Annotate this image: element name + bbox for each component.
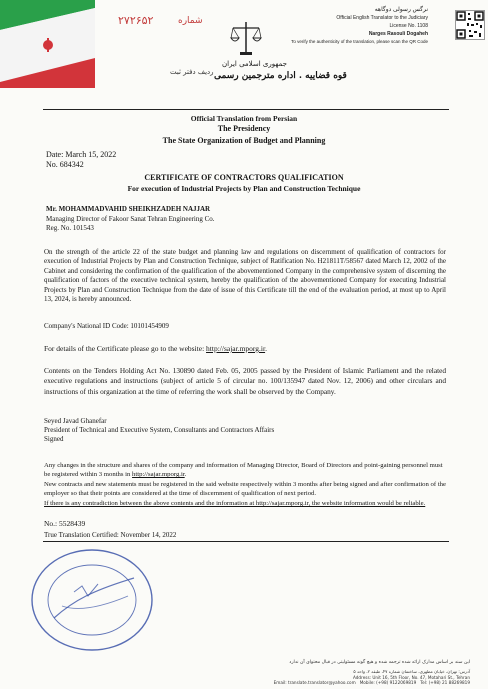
judiciary-subtitle: قوه قضاییه . اداره مترجمین رسمی (214, 71, 347, 81)
signer-name: Seyed Javad Ghanefar (44, 417, 107, 425)
document-number: No. 684342 (46, 160, 84, 169)
signer-title: President of Technical and Executive System, Consultants and Contractors Affairs (44, 426, 275, 434)
translator-name-en: Narges Rasouli Dogaheh (368, 31, 428, 37)
footer-english (148, 669, 470, 686)
body-paragraph: On the strength of the article 22 of the state budget and planning law and regulations on discernment of qualification of contractors for execution of Industrial Projects by Plan and Construction Technique, subject of Ratification No. H21811T/58567 dated March 12, 2002 of the Cabinet and considering the confirmation of the qualification of the abovementioned Company in the comprehensive system of discerning the qualification of factors of the executive technical system, hereby the qualification of the abovementioned Company for executing Industrial Projects by Plan and Construction Technique from the date of issue of this Certificate till the end of the evaluation period, at most up to April 13, 2024, is hereby announced. (44, 248, 446, 304)
scales-emblem-icon (228, 18, 264, 58)
reference-number: No.: 5528439 (44, 519, 86, 528)
footer-tel: Tel: (+98) 21 88269819 (420, 680, 470, 685)
holder-reg: Reg. No. 101543 (46, 224, 94, 232)
contents-paragraph: Contents on the Tenders Holding Act No. 130890 dated Feb. 05, 2005 passed by the President of Islamic Parliament and the related executive regulations and instructions (subject of article 5 of circular no. 100/135947 dated Nov. 12, 2006) and other circulars and instructions of this organization at the time of referring the work shall be observed by the Company. (44, 366, 446, 396)
footer-address: Address: Unit 16, 5th Floor, No. 47, Motahari St., Tehran (352, 674, 470, 680)
iran-flag-corner (0, 0, 95, 88)
certificate-title: CERTIFICATE OF CONTRACTORS QUALIFICATION (144, 173, 344, 182)
translator-header (291, 6, 428, 46)
notes-1-text: Any changes in the structure and shares of the company and information of Managing Director, Board of Directors and point-gaining personnel must be registered within 3 months in (44, 462, 443, 478)
notes-3: If there is any contradiction between the above contents and the information at http://sajar.mporg.ir, the website information would be reliable. (44, 500, 426, 507)
translator-name-fa: نرگس رسولی دوگاهه (374, 7, 428, 13)
holder-name: Mr. MOHAMMADVAHID SHEIKHZADEH NAJJAR (46, 205, 211, 213)
header-divider (43, 109, 449, 110)
national-id: Company's National ID Code: 10101454909 (44, 322, 169, 330)
official-translation-heading: Official Translation from Persian (190, 114, 298, 123)
notes-1: Any changes in the structure and shares of the company and information of Managing Director, Board of Directors and point-gaining personnel must be registered within 3 months in http://sajar.mporg.ir. (44, 462, 443, 478)
footer-mobile: Mobile: (+98) 9122069819 (359, 680, 417, 685)
footer-contacts (148, 680, 470, 686)
verify-note: To verify the authenticity of the translation, please scan the QR Code (291, 39, 428, 44)
footer-persian (148, 660, 470, 666)
certificate-subtitle: For execution of Industrial Projects by Plan and Construction Technique (127, 184, 361, 193)
translator-license: License No. 1108 (389, 23, 428, 29)
document-date: Date: March 15, 2022 (46, 150, 117, 159)
serial-label: شماره (178, 16, 203, 26)
notes-1-link[interactable]: http://sajar.mporg.ir (132, 471, 185, 478)
notes-2: New contracts and new statements must be registered in the said website respectively within 3 months after being signed and after confirmation of the employer so that their points are considered at the time of discernment of qualification of next period. (44, 481, 446, 497)
register-line: ردیف دفتر ثبت (170, 68, 214, 76)
translator-seal-stamp (24, 540, 160, 658)
serial-number: ۲۷۲۶۵۲ (118, 14, 154, 27)
true-translation-line: True Translation Certified: November 14, 2022 (44, 531, 177, 539)
translator-title: Official English Translator to the Judiciary (336, 15, 428, 21)
qr-code-icon[interactable] (455, 10, 485, 40)
holder-role: Managing Director of Fakoor Sanat Tehran Engineering Co. (46, 215, 215, 223)
footer-email: Email: translate.translator@yahoo.com (273, 680, 356, 685)
signed-label: Signed (44, 435, 64, 443)
issuer-line-2: The State Organization of Budget and Planning (162, 136, 326, 145)
footer-fa-line-1: این سند بر اساس مدارک ارائه شده ترجمه شده و هیچ گونه مسئولیتی در قبال محتوای آن ندارد (289, 660, 470, 665)
issuer-line-1: The Presidency (217, 124, 271, 133)
details-prefix: For details of the Certificate please go to the website: (44, 344, 205, 353)
sajar-link[interactable]: http://sajar.mporg.ir (206, 344, 266, 353)
details-line: For details of the Certificate please go to the website: http://sajar.mporg.ir. (44, 344, 267, 353)
judiciary-title: جمهوری اسلامی ایران (222, 60, 287, 68)
footer-fa-line-2: آدرس: تهران، خیابان مطهری، ساختمان شماره ۴۷، طبقه ۲، واحد ۵ (353, 669, 470, 674)
